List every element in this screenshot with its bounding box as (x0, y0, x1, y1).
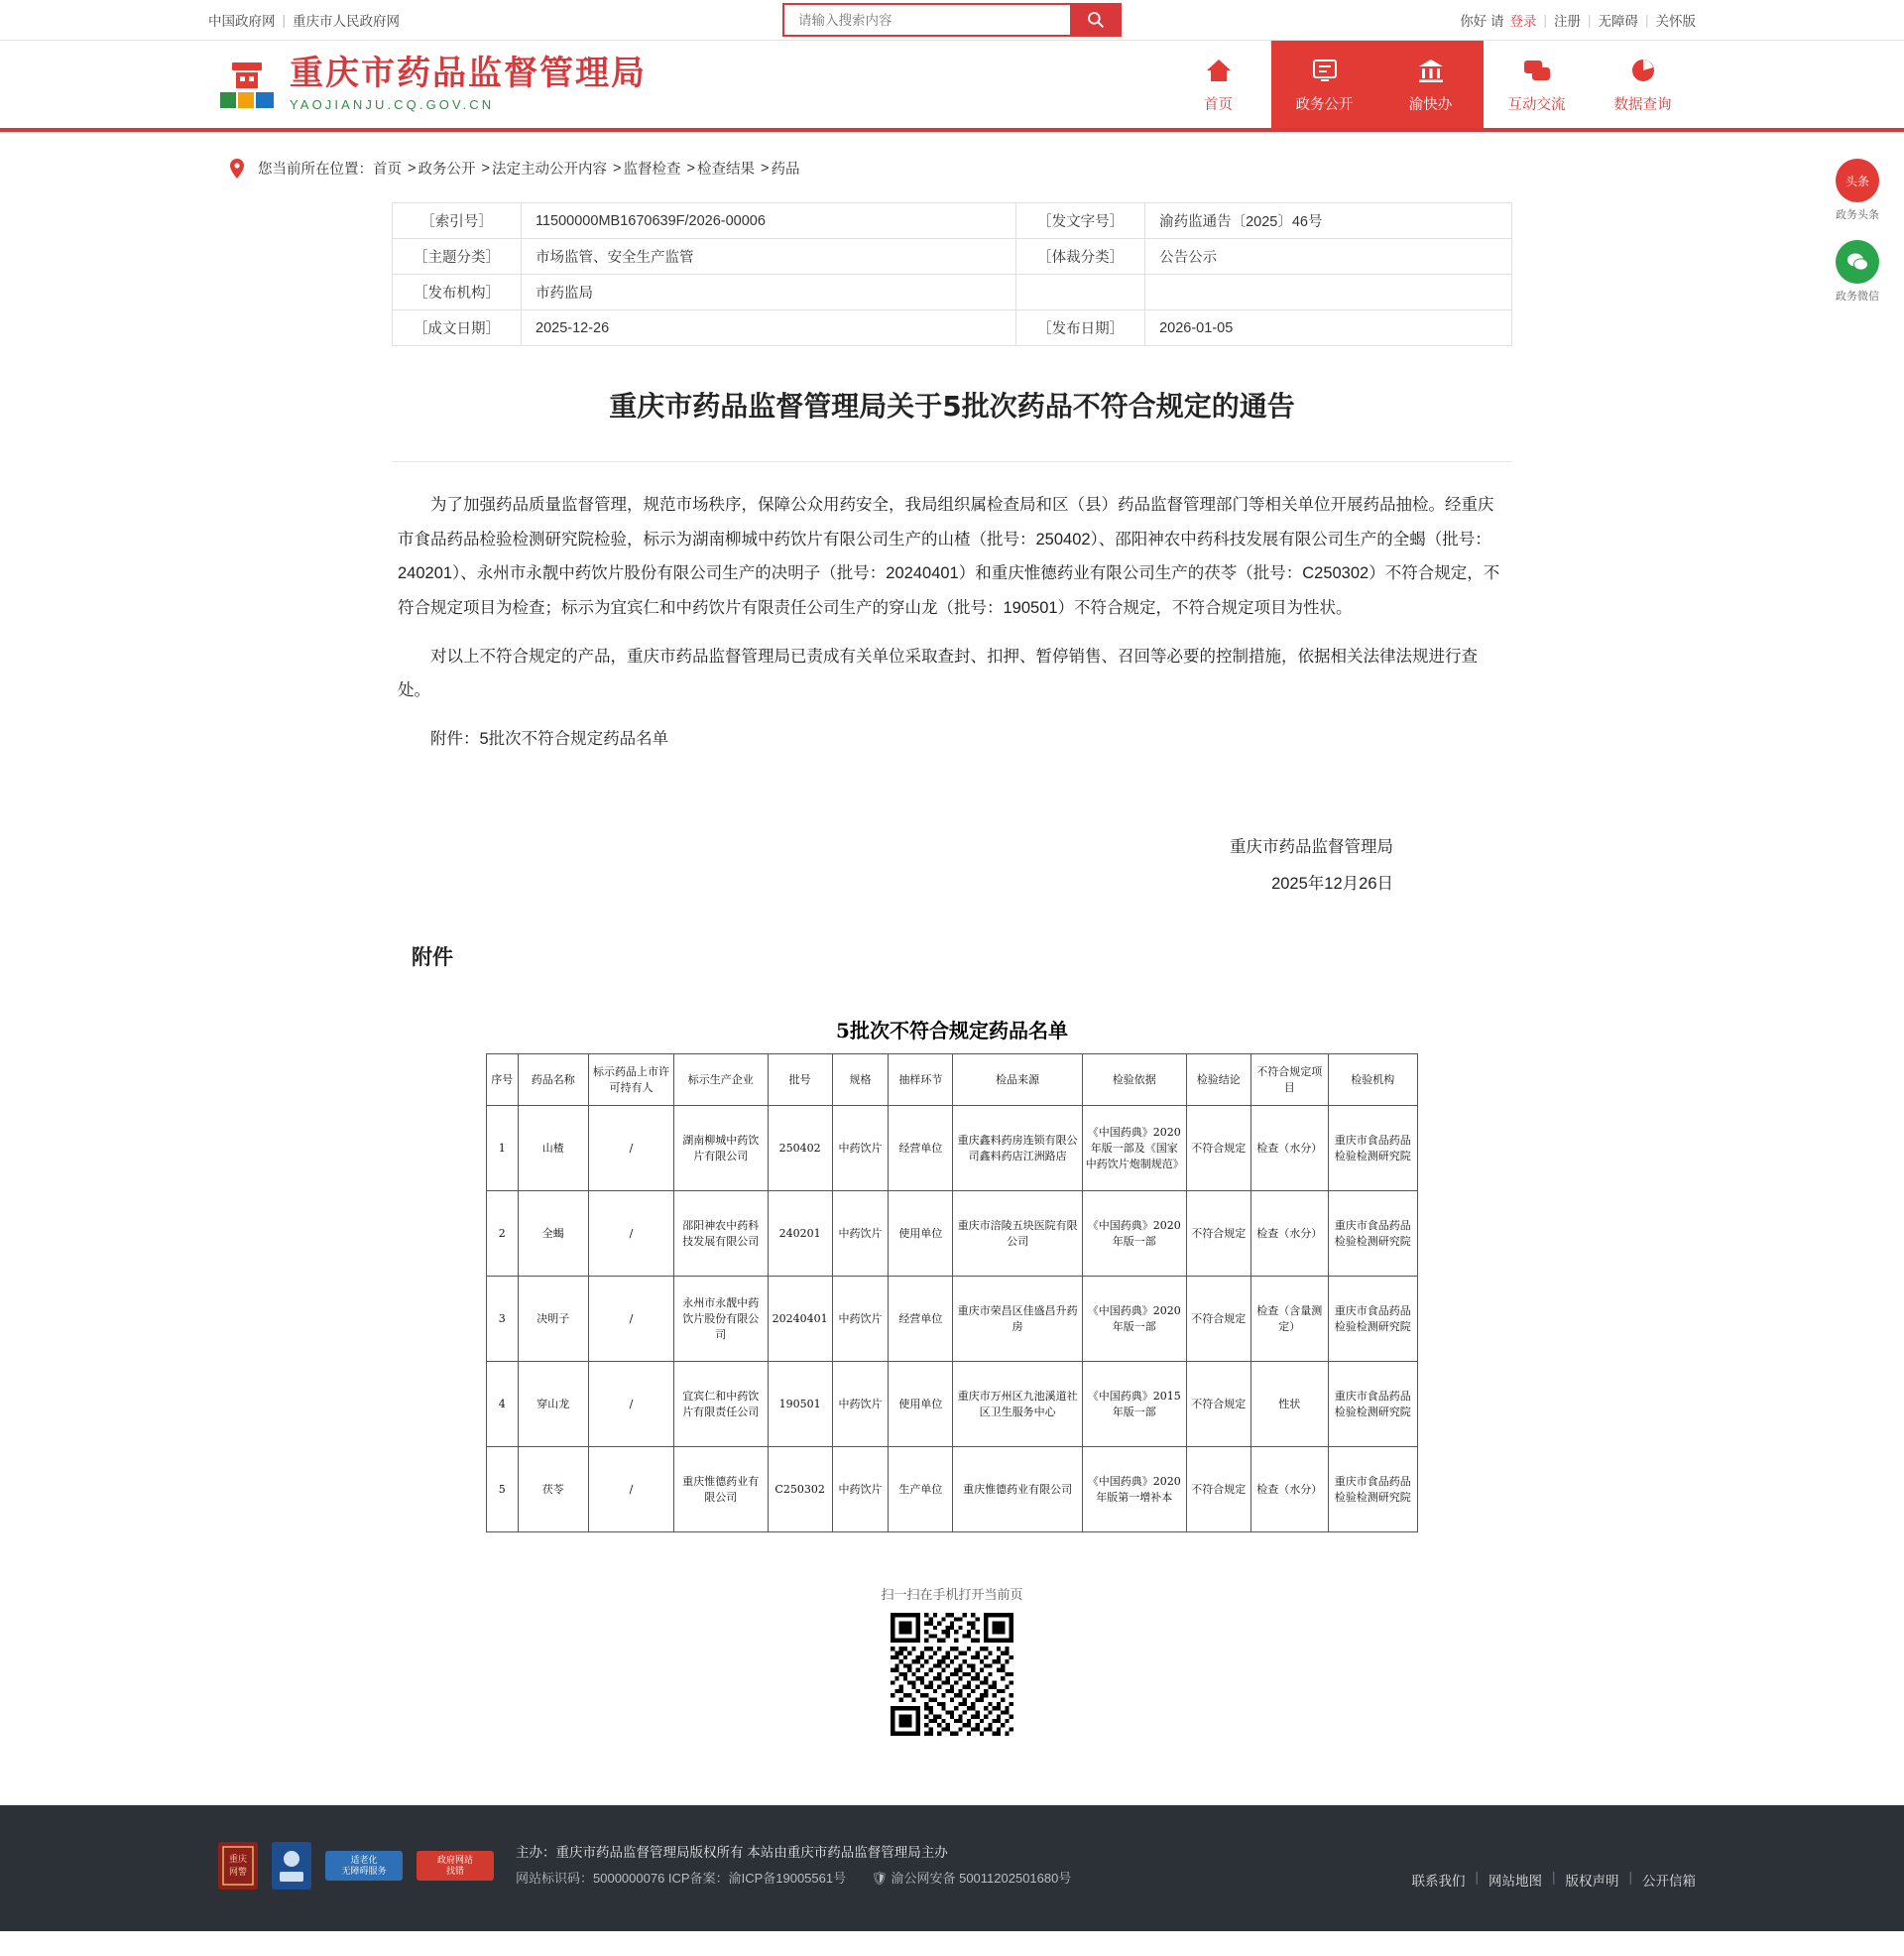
breadcrumb-item-drugs[interactable]: 药品 (771, 162, 800, 178)
cell-drug-name: 决明子 (518, 1277, 588, 1362)
nav-item-government-disclosure[interactable] (1271, 41, 1377, 128)
col-header-basis: 检验依据 (1082, 1054, 1186, 1106)
table-row (393, 310, 1512, 346)
search-input[interactable] (796, 12, 1070, 29)
signature-date: 2025年12月26日 (1271, 874, 1393, 893)
breadcrumb-sep: > (609, 160, 622, 177)
cell-sample-source: 重庆市涪陵五块医院有限公司 (953, 1191, 1082, 1277)
col-header-conclusion: 检验结论 (1186, 1054, 1250, 1106)
cell-drug-name: 山楂 (518, 1106, 588, 1191)
meta-label: ［主题分类］ (393, 239, 522, 275)
meta-value: 渝药监通告〔2025〕46号 (1145, 203, 1512, 239)
cell-batch: 250402 (768, 1106, 832, 1191)
cell-mah: / (588, 1277, 673, 1362)
nav-item-data-query[interactable] (1590, 41, 1696, 128)
headline-icon: 头条 (1836, 159, 1879, 202)
link-cq-gov[interactable]: 重庆市人民政府网 (293, 14, 401, 29)
col-header-nonconforming-item: 不符合规定项目 (1250, 1054, 1328, 1106)
footer-text (516, 1839, 1071, 1892)
care-mode-link[interactable]: 关怀版 (1655, 14, 1696, 29)
breadcrumb-sep: > (477, 160, 490, 177)
meta-value: 2026-01-05 (1145, 310, 1512, 346)
cell-basis: 《中国药典》2020年版一部 (1082, 1191, 1186, 1277)
cell-conclusion: 不符合规定 (1186, 1277, 1250, 1362)
meta-label: ［发布日期］ (1016, 310, 1145, 346)
accessibility-badge-label: 适老化 无障碍服务 (341, 1855, 387, 1876)
site-title: 重庆市药品监督管理局 (290, 54, 647, 93)
meta-label: ［发文字号］ (1016, 203, 1145, 239)
footer-links (1411, 1870, 1696, 1890)
breadcrumb-sep: > (757, 160, 770, 177)
col-header-sampling-stage: 抽样环节 (889, 1054, 953, 1106)
nav-label: 渝快办 (1408, 96, 1453, 113)
breadcrumb-prefix: 您当前所在位置： (258, 162, 373, 178)
cell-conclusion: 不符合规定 (1186, 1447, 1250, 1532)
table-row (393, 275, 1512, 310)
cell-institution: 重庆市食品药品检验检测研究院 (1328, 1362, 1417, 1447)
cell-basis: 《中国药典》2020年版一部及《国家中药饮片炮制规范》 (1082, 1106, 1186, 1191)
svg-text:网警: 网警 (228, 1867, 248, 1878)
col-header-drug-name: 药品名称 (518, 1054, 588, 1106)
footer-host-value: 重庆市药品监督管理局版权所有 本站由重庆市药品监督管理局主办 (555, 1845, 948, 1861)
nav-item-interaction[interactable] (1484, 41, 1590, 128)
accessibility-link[interactable]: 无障碍 (1598, 14, 1638, 29)
cell-batch: C250302 (768, 1447, 832, 1532)
bank-icon (1416, 56, 1446, 85)
qr-code-image (891, 1613, 1013, 1736)
table-row (487, 1191, 1418, 1277)
separator: | (1587, 12, 1592, 28)
meta-value (1145, 275, 1512, 310)
cell-nonconforming-item: 检查（水分） (1250, 1106, 1328, 1191)
footer-link-copyright[interactable]: 版权声明 (1565, 1874, 1619, 1890)
cell-mah: / (588, 1106, 673, 1191)
meta-label (1016, 275, 1145, 310)
meta-label: ［发布机构］ (393, 275, 522, 310)
side-item-wechat[interactable] (1829, 240, 1886, 304)
cell-conclusion: 不符合规定 (1186, 1106, 1250, 1191)
meta-value: 公告公示 (1145, 239, 1512, 275)
separator: | (1475, 1870, 1479, 1886)
main-nav (1165, 41, 1696, 128)
table-row (487, 1362, 1418, 1447)
col-header-manufacturer: 标示生产企业 (674, 1054, 769, 1106)
cell-nonconforming-item: 检查（含量测定） (1250, 1277, 1328, 1362)
table-row (393, 203, 1512, 239)
gov-site-badge[interactable] (416, 1851, 494, 1881)
cell-sampling-stage: 使用单位 (889, 1362, 953, 1447)
attachment-table (486, 1053, 1418, 1532)
article-paragraph: 对以上不符合规定的产品，重庆市药品监督管理局已责成有关单位采取查封、扣押、暂停销售、召回等必要的控制措施，依据相关法律法规进行查处。 (398, 647, 1478, 700)
greeting-text: 你好 请 (1460, 14, 1504, 29)
top-user-links (1460, 10, 1696, 30)
attachment-table-wrap (486, 1053, 1418, 1532)
article-attachment-note: 附件：5批次不符合规定药品名单 (430, 729, 669, 748)
cell-spec: 中药饮片 (832, 1447, 889, 1532)
top-gov-links (208, 10, 400, 30)
signature-block (392, 770, 1512, 902)
cell-sample-source: 重庆惟德药业有限公司 (953, 1447, 1082, 1532)
side-item-label: 政务微信 (1836, 291, 1879, 303)
col-header-spec: 规格 (832, 1054, 889, 1106)
separator: | (1551, 1870, 1556, 1886)
cell-index: 2 (487, 1191, 519, 1277)
cell-drug-name: 穿山龙 (518, 1362, 588, 1447)
side-item-label: 政务头条 (1836, 209, 1879, 221)
cell-sampling-stage: 经营单位 (889, 1106, 953, 1191)
logo-mark-icon (218, 57, 276, 112)
meta-value: 2025-12-26 (522, 310, 1016, 346)
cell-batch: 240201 (768, 1191, 832, 1277)
metadata-table (392, 202, 1512, 346)
nav-label: 互动交流 (1507, 96, 1566, 113)
cell-institution: 重庆市食品药品检验检测研究院 (1328, 1447, 1417, 1532)
footer-icp: 网站标识码：5000000076 ICP备案：渝ICP备19005561号 (516, 1871, 847, 1887)
cell-index: 3 (487, 1277, 519, 1362)
gov-seal-badge-icon (218, 1842, 258, 1890)
search-area (782, 3, 1122, 37)
cell-mah: / (588, 1362, 673, 1447)
cell-manufacturer: 永州市永靓中药饮片股份有限公司 (674, 1277, 769, 1362)
col-header-index: 序号 (487, 1054, 519, 1106)
cell-conclusion: 不符合规定 (1186, 1362, 1250, 1447)
meta-label: ［索引号］ (393, 203, 522, 239)
cell-sample-source: 重庆市万州区九池溪道社区卫生服务中心 (953, 1362, 1082, 1447)
cell-basis: 《中国药典》2020年版一部 (1082, 1277, 1186, 1362)
separator: | (282, 12, 287, 28)
table-row (487, 1106, 1418, 1191)
svg-text:重庆: 重庆 (228, 1854, 248, 1865)
accessibility-badge[interactable] (325, 1851, 403, 1881)
cell-index: 1 (487, 1106, 519, 1191)
breadcrumb-item-supervision[interactable]: 监督检查 (623, 162, 681, 178)
meta-value: 市药监局 (522, 275, 1016, 310)
breadcrumb (218, 158, 1696, 179)
cell-spec: 中药饮片 (832, 1106, 889, 1191)
cell-index: 4 (487, 1362, 519, 1447)
cell-basis: 《中国药典》2020年版第一增补本 (1082, 1447, 1186, 1532)
site-domain: YAOJIANJU.CQ.GOV.CN (290, 97, 495, 112)
footer-line-1 (516, 1839, 1071, 1866)
breadcrumb-item-results[interactable]: 检查结果 (697, 162, 755, 178)
separator: | (1644, 12, 1649, 28)
meta-label: ［体裁分类］ (1016, 239, 1145, 275)
cell-mah: / (588, 1191, 673, 1277)
police-badge-icon[interactable] (272, 1842, 311, 1890)
nav-item-home[interactable] (1165, 41, 1271, 128)
breadcrumb-sep: > (404, 160, 416, 177)
meta-value: 市场监管、安全生产监管 (522, 239, 1016, 275)
chart-icon (1628, 56, 1658, 85)
nav-label: 政务公开 (1295, 96, 1354, 113)
table-row (487, 1277, 1418, 1362)
col-header-sample-source: 检品来源 (953, 1054, 1082, 1106)
breadcrumb-item-home[interactable]: 首页 (373, 162, 402, 178)
cell-sampling-stage: 生产单位 (889, 1447, 953, 1532)
gov-site-badge-label: 政府网站 找错 (436, 1855, 473, 1876)
search-button[interactable] (1070, 3, 1122, 37)
cell-spec: 中药饮片 (832, 1277, 889, 1362)
cell-index: 5 (487, 1447, 519, 1532)
cell-manufacturer: 邵阳神农中药科技发展有限公司 (674, 1191, 769, 1277)
nav-item-yukuaiban[interactable] (1377, 41, 1484, 128)
cell-batch: 190501 (768, 1362, 832, 1447)
separator: | (1628, 1870, 1632, 1886)
article-container (392, 202, 1512, 1736)
cell-institution: 重庆市食品药品检验检测研究院 (1328, 1106, 1417, 1191)
cell-nonconforming-item: 性状 (1250, 1362, 1328, 1447)
qr-caption: 扫一扫在手机打开当前页 (881, 1587, 1023, 1603)
cell-sample-source: 重庆市荣昌区佳盛昌升药房 (953, 1277, 1082, 1362)
cell-manufacturer: 湖南柳城中药饮片有限公司 (674, 1106, 769, 1191)
footer-link-sitemap[interactable]: 网站地图 (1488, 1874, 1542, 1890)
cell-spec: 中药饮片 (832, 1191, 889, 1277)
table-header-row (487, 1054, 1418, 1106)
police-record-icon: 🛡 (871, 1871, 888, 1887)
footer-link-mailbox[interactable]: 公开信箱 (1642, 1874, 1696, 1890)
cell-drug-name: 全蝎 (518, 1191, 588, 1277)
breadcrumb-sep: > (682, 160, 695, 177)
cell-sampling-stage: 经营单位 (889, 1277, 953, 1362)
col-header-institution: 检验机构 (1328, 1054, 1417, 1106)
footer-badges (218, 1842, 494, 1890)
site-header (0, 41, 1904, 132)
cell-sample-source: 重庆鑫料药房连锁有限公司鑫料药店江洲路店 (953, 1106, 1082, 1191)
document-icon (1310, 56, 1340, 85)
cell-manufacturer: 重庆惟德药业有限公司 (674, 1447, 769, 1532)
cell-nonconforming-item: 检查（水分） (1250, 1447, 1328, 1532)
cell-mah: / (588, 1447, 673, 1532)
page-title: 重庆市药品监督管理局关于5批次药品不符合规定的通告 (392, 346, 1512, 462)
cell-spec: 中药饮片 (832, 1362, 889, 1447)
side-item-headline[interactable] (1829, 159, 1886, 222)
wechat-icon (1836, 240, 1879, 284)
attachment-heading: 附件 (412, 946, 453, 970)
breadcrumb-item-disclosure[interactable]: 政务公开 (417, 162, 476, 178)
nav-label: 数据查询 (1613, 96, 1672, 113)
login-link[interactable]: 登录 (1509, 14, 1537, 29)
article-body (392, 462, 1512, 756)
footer-police-record[interactable]: 渝公网安备 50011202501680号 (891, 1871, 1072, 1887)
meta-value: 11500000MB1670639F/2026-00006 (522, 203, 1016, 239)
location-pin-icon (228, 158, 246, 180)
site-logo[interactable] (208, 54, 647, 112)
home-icon (1204, 56, 1234, 85)
search-icon (1086, 10, 1106, 30)
col-header-batch: 批号 (768, 1054, 832, 1106)
nav-label: 首页 (1204, 96, 1233, 113)
table-row (487, 1447, 1418, 1532)
attachment-title: 5批次不符合规定药品名单 (836, 1019, 1068, 1043)
chat-icon (1522, 56, 1552, 85)
breadcrumb-item-legal-content[interactable]: 法定主动公开内容 (492, 162, 607, 178)
col-header-mah: 标示药品上市许可持有人 (588, 1054, 673, 1106)
footer-host-label: 主办： (516, 1845, 556, 1861)
cell-nonconforming-item: 检查（水分） (1250, 1191, 1328, 1277)
table-row (393, 239, 1512, 275)
cell-manufacturer: 宜宾仁和中药饮片有限责任公司 (674, 1362, 769, 1447)
cell-basis: 《中国药典》2015年版一部 (1082, 1362, 1186, 1447)
cell-institution: 重庆市食品药品检验检测研究院 (1328, 1277, 1417, 1362)
cell-institution: 重庆市食品药品检验检测研究院 (1328, 1191, 1417, 1277)
cell-sampling-stage: 使用单位 (889, 1191, 953, 1277)
meta-label: ［成文日期］ (393, 310, 522, 346)
signature-org: 重庆市药品监督管理局 (1230, 838, 1393, 857)
site-footer (0, 1805, 1904, 1931)
footer-link-contact[interactable]: 联系我们 (1411, 1874, 1466, 1890)
cell-batch: 20240401 (768, 1277, 832, 1362)
search-box[interactable] (782, 3, 1070, 37)
side-float-panel (1829, 159, 1886, 321)
cell-drug-name: 茯苓 (518, 1447, 588, 1532)
article-paragraph: 为了加强药品质量监督管理，规范市场秩序，保障公众用药安全，我局组织属检查局和区（县）药品监督管理部门等相关单位开展药品抽检。经重庆市食品药品检验检测研究院检验，标示为湖南柳城中药饮片有限公司生产的山楂（批号：250402）、邵阳神农中药科技发展有限公司生产的全蝎（批号：240201）、永州市永靓中药饮片股份有限公司生产的决明子（批号：20240401）和重庆惟德药业有限公司生产的茯苓（批号：C250302）不符合规定，不符合规定项目为检查；标示为宜宾仁和中药饮片有限责任公司生产的穿山龙（批号：190501）不符合规定，不符合规定项目为性状。 (398, 496, 1500, 617)
footer-line-2 (516, 1866, 1071, 1892)
top-bar (0, 0, 1904, 41)
breadcrumb-wrap (208, 132, 1696, 188)
cell-conclusion: 不符合规定 (1186, 1191, 1250, 1277)
qr-block (392, 1584, 1512, 1736)
link-china-gov[interactable]: 中国政府网 (208, 14, 276, 29)
register-link[interactable]: 注册 (1553, 14, 1581, 29)
separator: | (1543, 12, 1547, 28)
